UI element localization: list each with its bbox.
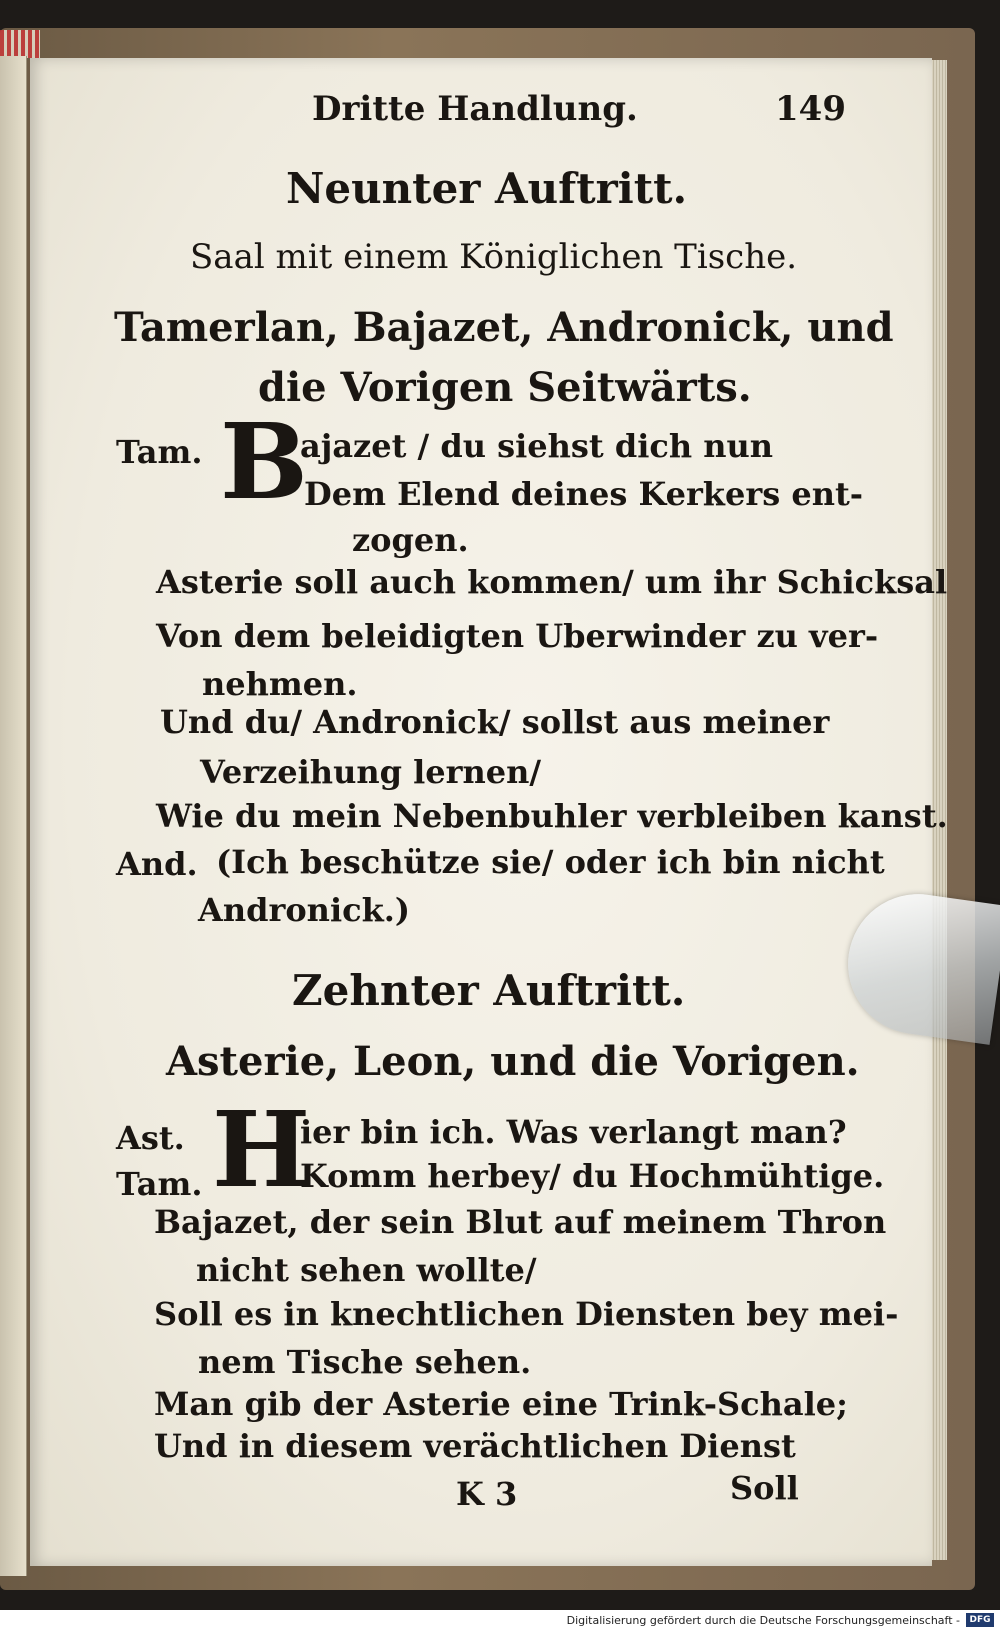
verse-line: Verzeihung lernen/	[200, 753, 542, 791]
speaker-label: Tam.	[116, 433, 203, 471]
footer-credit: Digitalisierung gefördert durch die Deutsche Forschungsgemeinschaft -	[566, 1614, 960, 1627]
verse-line: Von dem beleidigten Uberwinder zu ver-	[156, 617, 879, 655]
verse-line: Wie du mein Nebenbuhler verbleiben kanst.	[156, 797, 948, 835]
verse-line: Man gib der Asterie eine Trink-Schale;	[154, 1385, 848, 1423]
verse-line: Soll es in knechtlichen Diensten bey mei-	[154, 1295, 899, 1333]
verse-line: Komm herbey/ du Hochmühtige.	[300, 1157, 885, 1195]
verse-line: Dem Elend deines Kerkers ent-	[304, 475, 864, 513]
page-number: 149	[775, 89, 846, 129]
running-head: Dritte Handlung.	[312, 89, 638, 129]
verse-line: Asterie soll auch kommen/ um ihr Schicksal	[156, 563, 948, 601]
verse-line: (Ich beschütze sie/ oder ich bin nicht	[216, 843, 885, 881]
drop-cap: B	[220, 400, 308, 523]
verse-line: nem Tische sehen.	[198, 1343, 532, 1381]
speaker-label: Tam.	[116, 1165, 203, 1203]
verse-line: zogen.	[352, 521, 469, 559]
cast-line: Asterie, Leon, und die Vorigen.	[166, 1038, 860, 1085]
verse-line: Bajazet, der sein Blut auf meinem Thron	[154, 1203, 887, 1241]
catchword: Soll	[730, 1469, 799, 1507]
verse-line: Andronick.)	[198, 891, 411, 929]
verse-line: nicht sehen wollte/	[196, 1251, 537, 1289]
dfg-logo: DFG	[966, 1613, 994, 1627]
signature-mark: K 3	[456, 1475, 518, 1513]
scene-heading: Neunter Auftritt.	[286, 164, 688, 213]
cast-line: Tamerlan, Bajazet, Andronick, und	[114, 304, 894, 351]
verse-line: Und in diesem verächtlichen Dienst	[154, 1427, 796, 1465]
speaker-label: And.	[116, 845, 198, 883]
stage-setting: Saal mit einem Königlichen Tische.	[190, 237, 798, 277]
page-text	[30, 58, 948, 1566]
verse-line: nehmen.	[202, 665, 358, 703]
scene-heading: Zehnter Auftritt.	[292, 966, 686, 1015]
drop-cap: H	[212, 1088, 311, 1211]
speaker-label: Ast.	[116, 1119, 185, 1157]
cast-line: die Vorigen Seitwärts.	[258, 364, 752, 411]
previous-page-edge	[0, 56, 27, 1576]
verse-line: ier bin ich. Was verlangt man?	[300, 1113, 847, 1151]
verse-line: ajazet / du siehst dich nun	[300, 427, 774, 465]
verse-line: Und du/ Andronick/ sollst aus meiner	[160, 703, 830, 741]
book-page	[30, 58, 948, 1566]
spine-thread	[0, 30, 40, 58]
